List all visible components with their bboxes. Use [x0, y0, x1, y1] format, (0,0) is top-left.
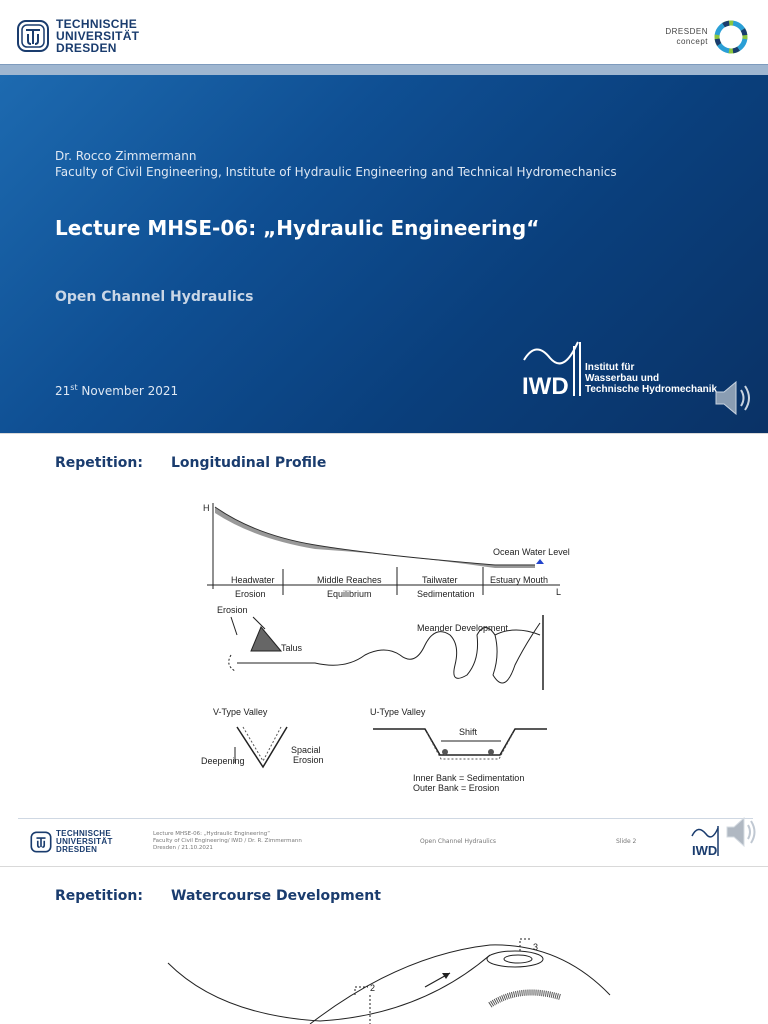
- lecture-subtitle: Open Channel Hydraulics: [55, 289, 254, 305]
- title-slide: [0, 0, 768, 433]
- footer-topic: Open Channel Hydraulics: [420, 838, 497, 845]
- mark-3: 3: [533, 942, 539, 952]
- tu-logo-line: TECHNISCHE: [56, 17, 138, 31]
- slide-title: Watercourse Development: [171, 888, 381, 904]
- meander-label: Meander Development: [417, 623, 509, 633]
- lecture-date: [55, 383, 178, 398]
- zone-tailwater-process: Sedimentation: [417, 589, 475, 599]
- erosion-label: Erosion: [217, 605, 248, 615]
- erosion-v-label: Erosion: [293, 755, 324, 765]
- watercourse-diagram: [160, 935, 620, 1024]
- iwd-line: Wasserbau und: [585, 373, 660, 384]
- slide-title: Longitudinal Profile: [171, 455, 327, 471]
- footer-divider: [18, 818, 753, 819]
- dd-logo-line: concept: [676, 37, 708, 46]
- zone-middle-process: Equilibrium: [327, 589, 372, 599]
- talus-label: Talus: [281, 643, 303, 653]
- zone-headwater-process: Erosion: [235, 589, 266, 599]
- tu-logo-line: DRESDEN: [56, 41, 117, 55]
- repetition-label: Repetition:: [55, 888, 143, 904]
- iwd-line: Technische Hydromechanik: [585, 384, 718, 395]
- dd-logo-line: DRESDEN: [665, 27, 708, 36]
- u-valley-label: U-Type Valley: [370, 707, 426, 717]
- zone-headwater: Headwater: [231, 575, 275, 585]
- axis-l-label: L: [556, 587, 562, 597]
- tu-logo-line: DRESDEN: [56, 845, 98, 854]
- faculty-line: Faculty of Civil Engineering, Institute of Hydraulic Engineering and Technical Hydromechanics: [55, 165, 617, 179]
- lecture-title: Lecture MHSE-06: „Hydraulic Engineering“: [55, 216, 540, 240]
- footer-line: Faculty of Civil Engineering/ IWD / Dr. R. Zimmermann: [153, 838, 302, 844]
- v-valley-label: V-Type Valley: [213, 707, 268, 717]
- tu-dresden-emblem-icon: [16, 19, 50, 53]
- footer-iwd-acronym: IWD: [692, 843, 718, 858]
- date-suffix: st: [70, 383, 78, 392]
- repetition-label: Repetition:: [55, 455, 143, 471]
- tu-logo-line: TECHNISCHE: [56, 829, 112, 838]
- iwd-acronym: IWD: [522, 373, 569, 400]
- shift-label: Shift: [459, 727, 478, 737]
- footer-slide-number: Slide 2: [616, 838, 637, 845]
- mark-2: 2: [370, 983, 376, 993]
- iwd-institute-name: [585, 362, 717, 395]
- zone-estuary: Estuary Mouth: [490, 575, 549, 585]
- deepening-label: Deepening: [201, 756, 245, 766]
- dresden-concept-logo: [665, 18, 750, 56]
- dresden-concept-ring-icon: [712, 18, 750, 56]
- slide-header: [0, 0, 768, 64]
- speaker-icon[interactable]: [724, 814, 758, 850]
- date-day: 21: [55, 384, 71, 398]
- spacial-label: Spacial: [291, 745, 321, 755]
- footer-info: [153, 831, 302, 852]
- tu-dresden-emblem-icon: [30, 831, 52, 853]
- date-rest: November 2021: [77, 384, 179, 398]
- header-stripe: [0, 64, 768, 75]
- footer-line: Lecture MHSE-06: „Hydraulic Engineering“: [153, 831, 271, 837]
- ocean-level-label: Ocean Water Level: [493, 547, 570, 557]
- zone-middle-reaches: Middle Reaches: [317, 575, 382, 585]
- speaker-icon[interactable]: [712, 378, 754, 418]
- tu-dresden-logo: [16, 18, 139, 54]
- footer-tu-logo: [30, 830, 113, 854]
- outer-bank-label: Outer Bank = Erosion: [413, 783, 500, 793]
- axis-h-label: H: [203, 503, 210, 513]
- author-name: Dr. Rocco Zimmermann: [55, 149, 197, 163]
- tu-logo-line: UNIVERSITÄT: [56, 837, 113, 846]
- zone-tailwater: Tailwater: [422, 575, 458, 585]
- footer-line: Dresden / 21.10.2021: [153, 845, 213, 851]
- iwd-line: Institut für: [585, 362, 635, 373]
- tu-logo-line: UNIVERSITÄT: [56, 29, 140, 43]
- inner-bank-label: Inner Bank = Sedimentation: [413, 773, 525, 783]
- longitudinal-profile-diagram: [195, 495, 595, 800]
